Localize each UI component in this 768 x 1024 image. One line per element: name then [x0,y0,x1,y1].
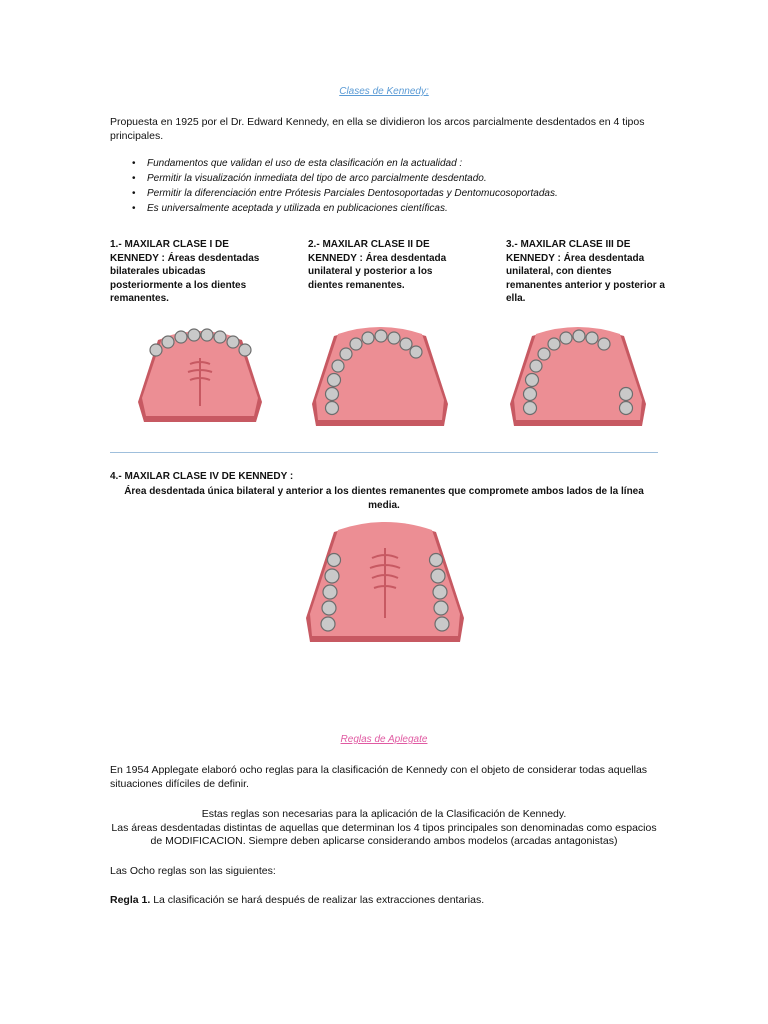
rule-1-text: La clasificación se hará después de realizar las extracciones dentarias. [150,894,485,906]
class-4-description: Área desdentada única bilateral y anterior a los dientes remanentes que compromete ambos lados de la línea media. [124,486,644,511]
class-2-dental-model-image [308,322,452,438]
list-item: • Permitir la diferenciación entre Prótesis Parciales Dentosoportadas y Dentomucosoportadas. [130,186,558,201]
class-1-description: 1.- MAXILAR CLASE I DE KENNEDY : Áreas desdentadas bilaterales ubicadas posteriormente a los dientes remanentes. [110,239,260,304]
list-item: • Fundamentos que validan el uso de esta clasificación en la actualidad : [130,156,558,171]
page-title: Clases de Kennedy; [339,86,429,97]
class-1-dental-model-image [134,322,266,438]
rule-1 [110,894,484,908]
rules-intro: Las Ocho reglas son las siguientes: [110,865,276,877]
class-3-dental-model-image [506,322,650,438]
class-3-description: 3.- MAXILAR CLASE III DE KENNEDY : Área desdentada unilateral, con dientes remanentes anterior y posterior a ella. [506,239,665,304]
class-2-description: 2.- MAXILAR CLASE II DE KENNEDY : Área desdentada unilateral y posterior a los dientes remanentes. [308,239,447,291]
list-item: • Permitir la visualización inmediata del tipo de arco parcialmente desdentado. [130,171,558,186]
intro-paragraph: Propuesta en 1925 por el Dr. Edward Kennedy, en ella se dividieron los arcos parcialmente desdentados en 4 tipos principales. [110,116,645,142]
modification-text: Las áreas desdentadas distintas de aquellas que determinan los 4 tipos principales son denominadas como espacios de MODIFICACION. Siempre deben aplicarse considerando ambos modelos (arcadas antagonistas) [111,821,657,847]
list-item: • Es universalmente aceptada y utilizada en publicaciones científicas. [130,201,558,216]
section-divider [110,452,658,453]
fundamentos-list [130,156,558,216]
applegate-paragraph: En 1954 Applegate elaboró ocho reglas para la clasificación de Kennedy con el objeto de considerar todas aquellas situaciones difíciles de definir. [110,764,648,790]
class-4-dental-model-image [304,518,466,652]
section-2-title: Reglas de Aplegate [340,734,428,745]
rules-necessity-text: Estas reglas son necesarias para la aplicación de la Clasificación de Kennedy. [201,808,567,820]
class-4-title: 4.- MAXILAR CLASE IV DE KENNEDY : [110,471,294,482]
modification-paragraph [110,808,658,849]
rule-1-label: Regla 1. [110,894,151,906]
